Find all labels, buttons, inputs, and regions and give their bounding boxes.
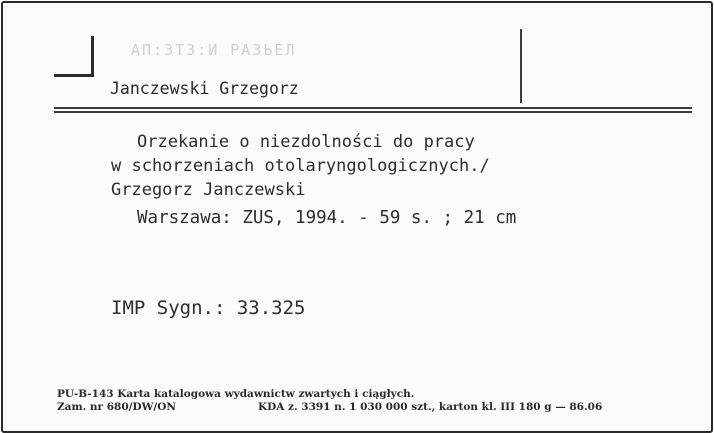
author-line: Grzegorz Janczewski [111, 180, 306, 200]
author-heading: Janczewski Grzegorz [110, 79, 299, 98]
call-number: IMP Sygn.: 33.325 [111, 297, 306, 319]
footer-order-number: Zam. nr 680/DW/ON [57, 401, 176, 413]
title-line-1: Orzekanie o niezdolności do pracy [137, 132, 475, 152]
catalog-card [1, 1, 713, 433]
column-divider [520, 29, 522, 103]
double-rule-divider [54, 107, 692, 113]
publication-line: Warszawa: ZUS, 1994. - 59 s. ; 21 cm [137, 208, 517, 228]
footer-order-line [57, 401, 603, 413]
corner-mark-vertical [91, 36, 94, 76]
title-line-2: w schorzeniach otolaryngologicznych./ [111, 156, 490, 176]
footer-form-line: PU-B-143 Karta katalogowa wydawnictw zwartych i ciągłych. [57, 388, 415, 400]
corner-mark-horizontal [54, 74, 94, 77]
footer-print-details: KDA z. 3391 n. 1 030 000 szt., karton kl. III 180 g — 86.06 [258, 401, 603, 413]
faded-stamp-text: АП:ЗТЗ:И РАЗЬЕЛ [131, 41, 297, 59]
